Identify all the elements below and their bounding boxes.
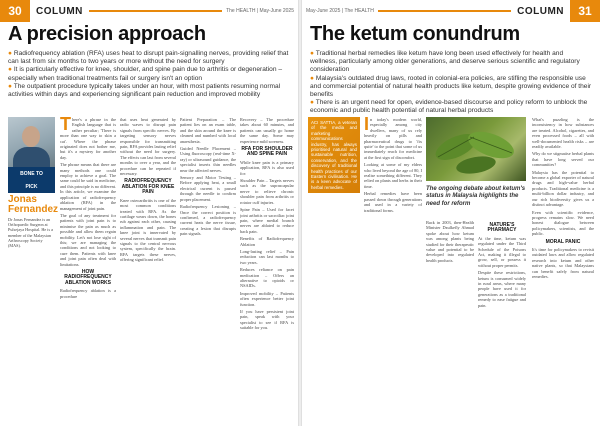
paragraph: Spine Pain – Used for facet joint arthritis or sacroiliac joint pain, where medial branch nerves are ablated to reduce back pain.	[240, 207, 294, 234]
list-item: Long-lasting relief – Pain reduction can last months to two years.	[240, 248, 294, 265]
subheading: NATURE'S PHARMACY	[487, 222, 517, 234]
article-column-3	[180, 117, 236, 422]
paragraph: Knee osteoarthritis is one of the most common conditions treated with RFA. As the cartilage wears down, the bones rub against each other, causing inflammation and pain. The knee joint is innervated by several nerves that transmit pain signals to the central nervous system, specifically the brain. RFA targets these nerves, offering significant relief.	[120, 197, 176, 263]
paragraph: Despite these restrictions, ketum is consumed widely in rural areas, where many people have used it for generations as a traditional remedy to ease fatigue and pain.	[478, 270, 526, 308]
article-column-1	[60, 117, 116, 422]
paragraph: Back in 2003, then-Health Minister Dzulkefly Ahmad spoke about how ketum was among plants being studied for their therapeutic value and potential to be developed into regulated health products.	[426, 220, 474, 263]
list-item: Reduces reliance on pain medication – Offers an alternative to opioids or NSAIDs.	[240, 267, 294, 289]
ketum-leaves-photo	[426, 117, 526, 181]
standfirst-text: Malaysia's outdated drug laws, rooted in colonial-era policies, are stifling the responsible use and commercial potential of natural health products like ketum, despite growing evidence of their benefits	[310, 74, 592, 99]
column-label: COLUMN	[36, 5, 83, 17]
author-name	[8, 195, 58, 215]
standfirst-item	[8, 66, 290, 82]
paragraph-text: n today's modern world, especially among city dwellers, many of us rely heavily on pills and pharmaceutical drugs to 'fix quite' to the point that some of us immediately reach for medicine at the first sign of discomfort.	[364, 117, 422, 160]
article-headline: The ketum conundrum	[310, 23, 520, 45]
subheading: RADIOFREQUENCY ABLATION FOR KNEE PAIN	[121, 178, 175, 196]
list-item: Guided Needle Placement – Using fluoroscopy (real-time X-ray) or ultrasound guidance, the specialist inserts thin needles near the affected nerves.	[180, 146, 236, 173]
paragraph: Herbal remedies have been passed down through generations and used in a variety of traditional forms.	[364, 191, 422, 213]
left-page	[0, 0, 298, 426]
right-page-header	[302, 0, 600, 22]
benefits-title: Benefits of Radiofrequency Ablation	[240, 236, 294, 247]
column-label: COLUMN	[517, 5, 564, 17]
author-box	[308, 117, 360, 193]
page-number: 31	[570, 0, 600, 22]
paragraph-text: here's a phrase in the English language that is rather peculiar; 'There is more than one way to skin a cat'. Where the phrase originated does not bother me, but it's a mystery for another day.	[60, 117, 116, 160]
paragraph: The phrase means that there are many methods one could employ to achieve a goal. The same could be said in medicine, and this principle is no different. In this article, we examine the application of radiofrequency ablation (RFA) in the management of joint pain.	[60, 162, 116, 211]
article-column-2b	[478, 220, 526, 422]
leaf-illustration	[426, 117, 526, 181]
standfirst-item	[310, 75, 592, 100]
page-number: 30	[0, 0, 30, 22]
subheading: RFA FOR SHOULDER AND SPINE PAIN	[241, 146, 293, 158]
article-headline: A precision approach	[8, 23, 206, 45]
pull-quote-text: The ongoing debate about ketum's status in Malaysia highlights the need for reform	[426, 186, 526, 207]
paragraph	[60, 117, 116, 160]
paragraph: The goal of any treatment for patients with joint pain is to minimise the pain as much as possible and allow them regain mobility. Let's not lose sight of this; we are managing the conditions and not looking to cure them. Patients with knee and joint pain often deal with limitations.	[60, 212, 116, 267]
article-column-2	[426, 220, 474, 422]
bullet-icon: ●	[310, 74, 314, 82]
running-head: May-June 2025 | The HEALTH	[306, 8, 374, 14]
author-first-name: Jonas	[8, 194, 37, 205]
standfirst-text: There is an urgent need for open, evidence-based discourse and policy reform to unblock the economic and public health potential of natural herbal products	[310, 99, 588, 115]
article-column-4	[240, 117, 294, 422]
article-column-1	[364, 117, 422, 422]
paragraph: Even with scientific evidence, progress remains slow. We need honest dialogue between policymakers, scientists, and the public.	[532, 209, 594, 237]
standfirst-item	[310, 99, 592, 115]
running-head: The HEALTH | May-June 2025	[226, 8, 294, 14]
bullet-icon: ●	[8, 66, 12, 74]
standfirst-text: Traditional herbal remedies like ketum have long been used effectively for health and wellness, particularly among older generations, and deserve serious scientific and regulatory consideration	[310, 50, 580, 74]
paragraph: Looking at some of my elders who lived beyond the age of 80, I realise something different. They relied on plants and herbs in their time.	[364, 162, 422, 189]
author-sidebar	[308, 117, 360, 422]
paragraph: Malaysia has the potential to become a global exporter of natural drugs and high-value herbal products. Traditional medicine is a multi-billion dollar industry, and our rich biodiversity gives us a distinct advantage.	[532, 169, 594, 208]
column-badge-2: PICK	[8, 180, 55, 193]
bullet-icon: ●	[8, 82, 12, 90]
bullet-icon: ●	[310, 99, 314, 107]
bullet-icon: ●	[8, 50, 12, 57]
right-page	[302, 0, 600, 426]
drop-cap: T	[60, 117, 71, 134]
paragraph: At the time, ketum was regulated under the Third Schedule of the Poisons Act, making it illegal to grow, sell, or possess it without proper permits.	[478, 235, 526, 268]
bullet-icon: ●	[310, 50, 314, 57]
article-column-3	[532, 117, 594, 422]
author-photo	[8, 117, 55, 167]
standfirst	[310, 50, 592, 116]
author-photo-head	[22, 126, 40, 147]
list-item: Recovery – The procedure takes about 60 minutes, and patients can usually go home the same day. Some may experience mild soreness.	[240, 117, 294, 144]
paragraph: Radiofrequency ablation is a procedure	[60, 288, 116, 299]
standfirst-text: Radiofrequency ablation (RFA) uses heat to disrupt pain-signalling nerves, providing relief that can last from six months to two years or more without the need for surgery	[8, 50, 289, 66]
paragraph: While knee pain is a primary application, RFA is also used for:	[240, 159, 294, 176]
standfirst-text: The outpatient procedure typically takes under an hour, with most patients resuming normal activities within days and experiencing significant pain reduction and improved mobility	[8, 82, 281, 99]
paragraph: What's puzzling is the inconsistency in how substances are treated. Alcohol, cigarettes, and even processed foods – all with well-documented health risks – are readily available.	[532, 117, 594, 150]
author-box-text: ACI SATTIA, a veteran of the media and marketing communications industry, has always prioritised natural and sustainable nutrition, conservation, and the discovery of traditional health practices of our Eastern civilisation. He is a keen advocate of herbal remedies.	[311, 120, 357, 190]
author-last-name: Fernandez	[8, 204, 59, 215]
subheading: HOW RADIOFREQUENCY ABLATION WORKS	[64, 268, 112, 286]
paragraph: It's time for policymakers to revisit outdated laws and allow regulated research into ketum and other native plants, so that Malaysians can benefit safely from natural remedies.	[532, 246, 594, 279]
left-page-header	[0, 0, 298, 22]
author-photo-body	[13, 147, 50, 169]
standfirst-text: It is particularly effective for knee, shoulder, and spine pain due to arthritis or degeneration – especially when traditional treatments fail or surgery isn't an option	[8, 66, 283, 82]
drop-cap: I	[364, 117, 370, 134]
list-item: Patient Preparation – The patient lies on an exam table, and the skin around the knee is cleaned and numbed with local anaesthesia.	[180, 117, 236, 144]
standfirst-item	[8, 83, 290, 99]
author-bio: Dr Jonas Fernandez is an Orthopaedic Surgeon at Pulsejaya Hospital. He is a member of the Malaysian Arthroscopy Society (MAS).	[8, 217, 54, 249]
standfirst	[8, 50, 290, 99]
column-badge: BONE TO	[8, 167, 55, 180]
header-rule	[89, 10, 222, 12]
paragraph	[364, 117, 422, 160]
article-column-2	[120, 117, 176, 422]
standfirst-item	[310, 50, 592, 75]
subheading: MORAL PANIC	[545, 238, 581, 245]
paragraph: Why do we stigmatise herbal plants that have long served our communities?	[532, 151, 594, 168]
paragraph: that uses heat generated by radio waves to disrupt pain signals from specific nerves. By targeting sensory nerves responsible for transmitting pain, RFA provides lasting relief without the need for surgery. The effects can last from several months to over a year, and the procedure can be repeated if necessary.	[120, 117, 176, 177]
list-item: Sensory and Motor Testing – Before applying heat, a small electrical current is passed through the needle to confirm proper placement.	[180, 175, 236, 202]
paragraph: If you have persistent joint pain, speak with your specialist to see if RFA is suitable for you.	[240, 309, 294, 331]
standfirst-item	[8, 50, 290, 66]
header-rule	[378, 10, 511, 12]
list-item: Radiofrequency Lesioning – Once the correct position is confirmed, a radiofrequency current heats the nerve tissue, creating a lesion that disrupts pain signals.	[180, 204, 236, 237]
list-item: Improved mobility – Patients often experience better joint function.	[240, 290, 294, 307]
paragraph: Shoulder Pain – Targets nerves such as the suprascapular nerve to relieve chronic shoulder pain from arthritis or rotator cuff injuries.	[240, 178, 294, 205]
